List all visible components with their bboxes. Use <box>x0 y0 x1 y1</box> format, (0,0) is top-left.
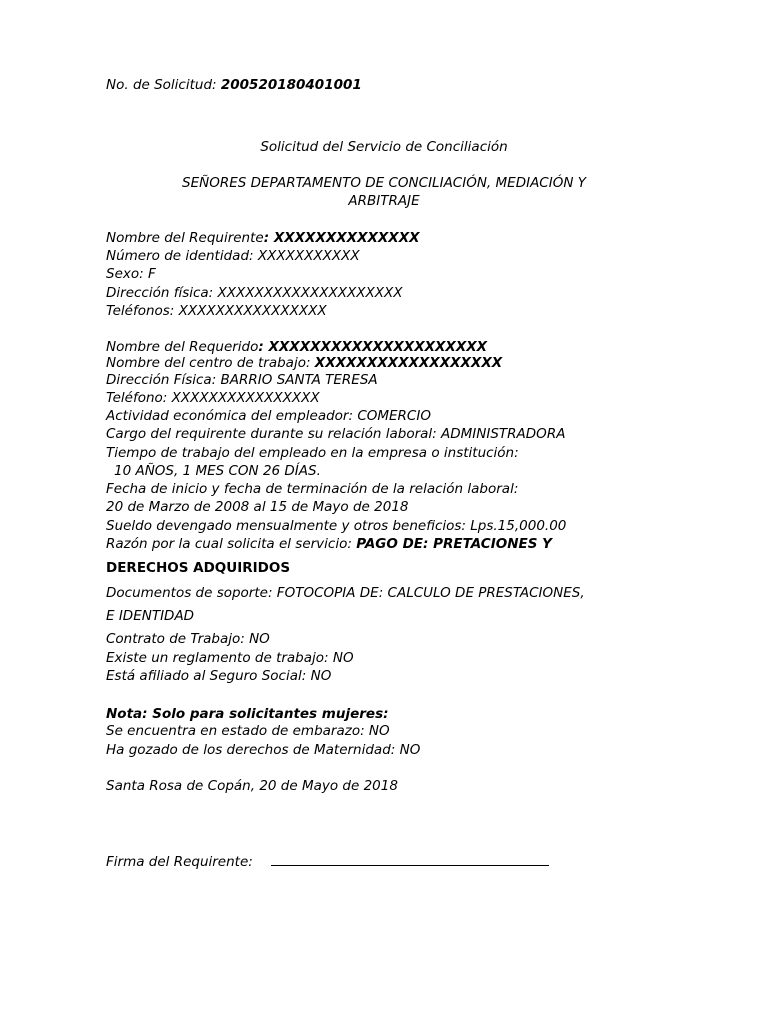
requirente-id: Número de identidad: XXXXXXXXXXX <box>106 248 360 264</box>
dates-value: 20 de Marzo de 2008 al 15 de Mayo de 2018 <box>106 499 409 515</box>
request-number-label: No. de Solicitud: <box>106 77 221 93</box>
requirente-name-value: : XXXXXXXXXXXXXX <box>263 230 420 246</box>
social-security: Está afiliado al Seguro Social: NO <box>106 668 332 684</box>
workplace-label: Nombre del centro de trabajo: <box>106 355 315 371</box>
requirente-position: Cargo del requirente durante su relación laboral: ADMINISTRADORA <box>106 426 566 442</box>
request-number-value: 200520180401001 <box>220 77 362 93</box>
requerido-name-label: Nombre del Requerido <box>106 339 259 355</box>
requirente-sex: Sexo: F <box>106 266 156 282</box>
note-pregnant: Se encuentra en estado de embarazo: NO <box>106 723 390 739</box>
reason-value-continued: DERECHOS ADQUIRIDOS <box>106 560 291 576</box>
workplace-name <box>106 354 502 372</box>
note-title: Nota: Solo para solicitantes mujeres: <box>106 706 389 722</box>
signature-row <box>106 851 549 871</box>
tenure-label: Tiempo de trabajo del empleado en la empresa o institución: <box>106 445 519 461</box>
requirente-name-label: Nombre del Requirente <box>106 230 264 246</box>
requerido-address: Dirección Física: BARRIO SANTA TERESA <box>106 372 378 388</box>
dates-label: Fecha de inicio y fecha de terminación de la relación laboral: <box>106 481 519 497</box>
requirente-name <box>106 229 420 247</box>
note-maternity: Ha gozado de los derechos de Maternidad: NO <box>106 742 421 758</box>
reason <box>106 535 552 553</box>
requirente-phones: Teléfonos: XXXXXXXXXXXXXXXX <box>106 303 327 319</box>
document-title: Solicitud del Servicio de Conciliación <box>260 139 508 155</box>
reason-value: PAGO DE: PRETACIONES Y <box>356 536 552 552</box>
signature-label: Firma del Requirente: <box>106 854 253 870</box>
addressee-line-1: SEÑORES DEPARTAMENTO DE CONCILIACIÓN, MEDIACIÓN Y <box>182 175 586 191</box>
requerido-name-value: : XXXXXXXXXXXXXXXXXXXXX <box>258 339 488 355</box>
contract: Contrato de Trabajo: NO <box>106 631 270 647</box>
documents-line-1: Documentos de soporte: FOTOCOPIA DE: CALCULO DE PRESTACIONES, <box>106 585 585 601</box>
requirente-address: Dirección física: XXXXXXXXXXXXXXXXXXXX <box>106 285 403 301</box>
tenure-value: 10 AÑOS, 1 MES CON 26 DÍAS. <box>114 463 321 479</box>
salary: Sueldo devengado mensualmente y otros beneficios: Lps.15,000.00 <box>106 518 567 534</box>
workplace-value: XXXXXXXXXXXXXXXXXX <box>314 355 503 371</box>
requerido-phone: Teléfono: XXXXXXXXXXXXXXXX <box>106 390 320 406</box>
addressee-line-2: ARBITRAJE <box>348 193 420 209</box>
documents-line-2: E IDENTIDAD <box>106 608 195 624</box>
place-date: Santa Rosa de Copán, 20 de Mayo de 2018 <box>106 778 398 794</box>
signature-line <box>271 851 549 866</box>
reason-label: Razón por la cual solicita el servicio: <box>106 536 357 552</box>
employer-activity: Actividad económica del empleador: COMERCIO <box>106 408 431 424</box>
regulation: Existe un reglamento de trabajo: NO <box>106 650 354 666</box>
request-number <box>106 76 362 94</box>
